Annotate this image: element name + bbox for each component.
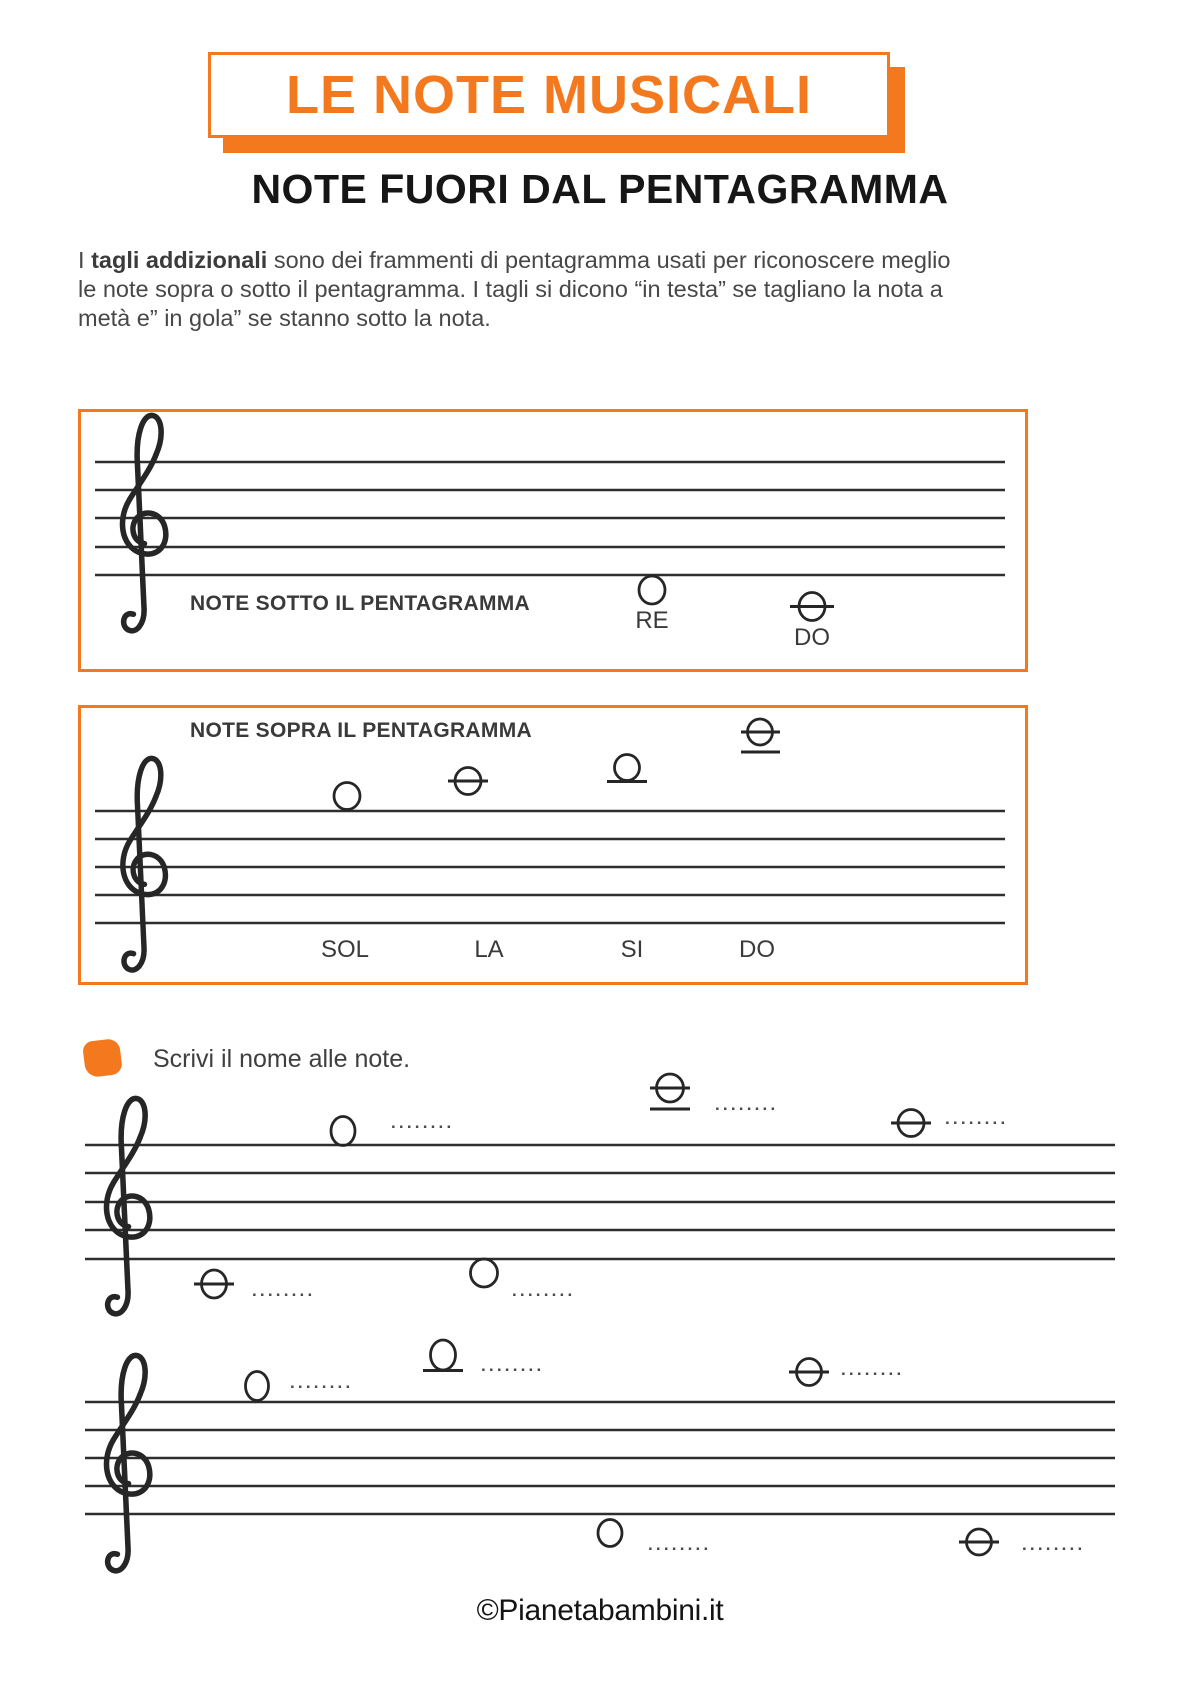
note-name-si: SI	[620, 936, 644, 963]
bullet-blob-icon	[82, 1038, 123, 1078]
intro-line1-post: sono dei frammenti di pentagramma usati per riconoscere meglio	[267, 247, 951, 273]
intro-line2: le note sopra o sotto il pentagramma. I tagli si dicono “in testa” se tagliano la nota a	[78, 276, 943, 302]
intro-line1-bold: tagli addizionali	[91, 247, 268, 273]
page-subtitle: NOTE FUORI DAL PENTAGRAMMA	[251, 166, 949, 212]
treble-clef-icon	[106, 1355, 149, 1570]
answer-blank: ........	[841, 1360, 905, 1379]
exercise-prompt: Scrivi il nome alle note.	[153, 1045, 411, 1073]
answer-blank: ........	[481, 1356, 545, 1375]
exercise-note-7	[423, 1340, 463, 1371]
answer-blank: ........	[512, 1281, 576, 1300]
staff-box-notes-above	[78, 705, 1028, 985]
answer-blank: ........	[648, 1535, 712, 1554]
note-name-re: RE	[635, 607, 669, 634]
note-name-do: DO	[794, 624, 830, 651]
answer-blank: ........	[945, 1109, 1009, 1128]
label-notes-below: NOTE SOTTO IL PENTAGRAMMA	[190, 592, 531, 615]
intro-line1-pre: I	[78, 247, 92, 273]
answer-blank: ........	[391, 1113, 455, 1132]
exercise-note-9	[598, 1520, 622, 1547]
exercise-note-8	[789, 1359, 829, 1386]
footer-credit: ©Pianetabambini.it	[476, 1594, 724, 1627]
exercise-note-2	[650, 1074, 690, 1109]
intro-paragraph	[78, 246, 1153, 333]
page-title: LE NOTE MUSICALI	[286, 65, 812, 125]
answer-blank: ........	[715, 1095, 779, 1114]
treble-clef-icon	[106, 1098, 149, 1313]
exercise-note-3	[891, 1110, 931, 1137]
intro-line3: metà e” in gola” se stanno sotto la nota.	[78, 305, 491, 331]
staff-box-notes-below	[78, 409, 1028, 672]
staff-lines-exercise-2	[85, 1402, 1115, 1514]
exercise-note-4	[194, 1270, 234, 1298]
staff-lines-exercise-1	[85, 1145, 1115, 1259]
answer-blank: ........	[290, 1373, 354, 1392]
answer-blank: ........	[1022, 1535, 1086, 1554]
note-name-do2: DO	[739, 936, 775, 963]
note-name-la: LA	[474, 936, 504, 963]
exercise-note-6	[246, 1372, 269, 1401]
title-box	[208, 52, 890, 138]
note-name-sol: SOL	[320, 936, 370, 963]
exercise-note-10	[959, 1529, 999, 1555]
exercise-note-1	[331, 1117, 355, 1146]
answer-blank: ........	[252, 1281, 316, 1300]
label-notes-above: NOTE SOPRA IL PENTAGRAMMA	[190, 719, 532, 742]
exercise-note-5	[471, 1259, 498, 1287]
